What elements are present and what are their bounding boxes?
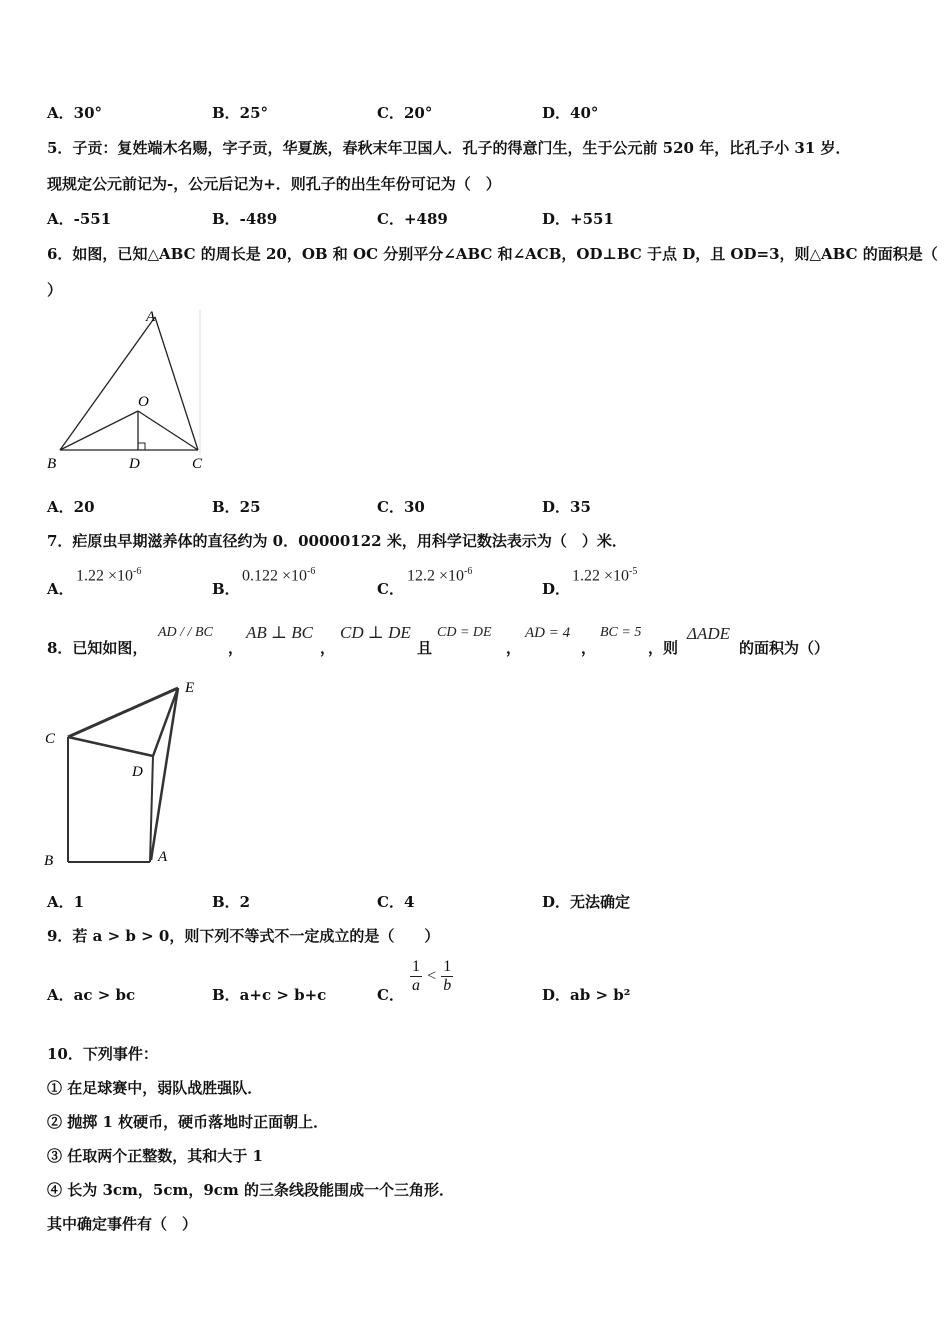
q5-stem-line2: 现规定公元前记为-，公元后记为+．则孔子的出生年份可记为（ ） <box>47 175 501 193</box>
q7-stem: 7．疟原虫早期滋养体的直径约为 0．00000122 米，用科学记数法表示为（ ）米． <box>47 532 627 550</box>
q8-triangle-ade: ΔADE <box>687 624 731 643</box>
q9-option-d: D．ab > b² <box>542 986 631 1004</box>
q8-condition-ad-parallel-bc: AD / / BC <box>158 625 213 640</box>
q8-condition-bc-eq-5: BC = 5 <box>600 625 642 640</box>
q7-option-a-expr: $1.22 \times 10^{-6}$ <box>76 566 142 585</box>
q6-label-c: C <box>192 456 203 472</box>
q7-option-d-expr: $1.22 \times 10^{-5}$ <box>572 566 638 585</box>
q6-option-b: B．25 <box>212 498 261 516</box>
q6-label-b: B <box>47 456 57 472</box>
q6-option-a: A．20 <box>47 498 95 516</box>
q8-figure <box>40 675 220 875</box>
q6-label-a: A <box>146 309 156 325</box>
q10-item-1: ① 在足球赛中，弱队战胜强队． <box>47 1079 263 1097</box>
q10-item-3: ③ 任取两个正整数，其和大于 1 <box>47 1147 263 1165</box>
q8-condition-ab-perp-bc: AB ⊥ BC <box>246 623 313 642</box>
q10-item-2: ② 抛掷 1 枚硬币，硬币落地时正面朝上． <box>47 1113 329 1131</box>
q8-comma-2: ， <box>320 639 336 657</box>
q10-item-4: ④ 长为 3cm，5cm，9cm 的三条线段能围成一个三角形． <box>47 1181 454 1199</box>
q5-option-a: A．-551 <box>47 210 112 228</box>
q8-condition-cd-eq-de: CD = DE <box>437 625 492 640</box>
q5-option-c: C．+489 <box>377 210 448 228</box>
q6-option-c: C．30 <box>377 498 425 516</box>
q8-option-a: A．1 <box>47 893 85 911</box>
q9-option-c-expr: $\frac{1}{a}$ < $\frac{1}{b}$ <box>412 958 452 994</box>
q8-label-d: D <box>132 764 143 780</box>
q6-triangle-figure <box>40 305 220 475</box>
q7-option-c-expr: $12.2 \times 10^{-6}$ <box>407 566 473 585</box>
q8-option-c: C．4 <box>377 893 415 911</box>
q5-option-d: D．+551 <box>542 210 614 228</box>
q8-comma-3: ， <box>506 639 522 657</box>
q6-stem-line2: ） <box>47 281 63 299</box>
q7-option-a-letter: A． <box>47 580 74 598</box>
q6-option-d: D．35 <box>542 498 591 516</box>
q6-stem-line1: 6．如图，已知△ABC 的周长是 20，OB 和 OC 分别平分∠ABC 和∠ACB，OD⊥BC 于点 D，且 OD=3，则△ABC 的面积是（ <box>47 245 938 263</box>
q8-condition-ad-eq-4: AD = 4 <box>525 625 571 641</box>
q4-option-b: B．25° <box>212 104 269 122</box>
q8-label-e: E <box>185 680 195 696</box>
q8-stem-prefix: 8．已知如图， <box>47 639 148 657</box>
q9-option-c-letter: C． <box>377 986 404 1004</box>
q6-label-o: O <box>138 394 149 410</box>
q7-option-b-letter: B． <box>212 580 240 598</box>
q8-label-c: C <box>45 731 56 747</box>
q5-option-b: B．-489 <box>212 210 278 228</box>
q7-option-d-letter: D． <box>542 580 571 598</box>
q4-option-c: C．20° <box>377 104 433 122</box>
q8-stem-suffix: 的面积为（） <box>739 639 830 657</box>
q4-option-a: A．30° <box>47 104 103 122</box>
q8-option-b: B．2 <box>212 893 251 911</box>
q7-option-c-letter: C． <box>377 580 404 598</box>
q8-qie: 且 <box>417 639 433 657</box>
q8-ze: ，则 <box>648 639 679 657</box>
q5-stem-line1: 5．子贡：复姓端木名赐，字子贡，华夏族，春秋末年卫国人．孔子的得意门生，生于公元前 520 年，比孔子小 31 岁． <box>47 139 851 157</box>
q9-stem: 9．若 a > b > 0，则下列不等式不一定成立的是（ ） <box>47 927 440 945</box>
q10-title: 10．下列事件： <box>47 1045 158 1063</box>
q9-option-a: A．ac > bc <box>47 986 136 1004</box>
q7-option-b-expr: $0.122 \times 10^{-6}$ <box>242 566 316 585</box>
q6-label-d: D <box>129 456 140 472</box>
q4-option-d: D．40° <box>542 104 599 122</box>
q8-option-d: D．无法确定 <box>542 893 631 911</box>
q8-label-a: A <box>158 849 168 865</box>
q8-comma-4: ， <box>581 639 597 657</box>
q9-option-b: B．a+c > b+c <box>212 986 327 1004</box>
q8-comma-1: ， <box>228 639 244 657</box>
q10-question: 其中确定事件有（ ） <box>47 1215 198 1233</box>
q8-condition-cd-perp-de: CD ⊥ DE <box>340 623 411 642</box>
q8-label-b: B <box>44 853 54 869</box>
